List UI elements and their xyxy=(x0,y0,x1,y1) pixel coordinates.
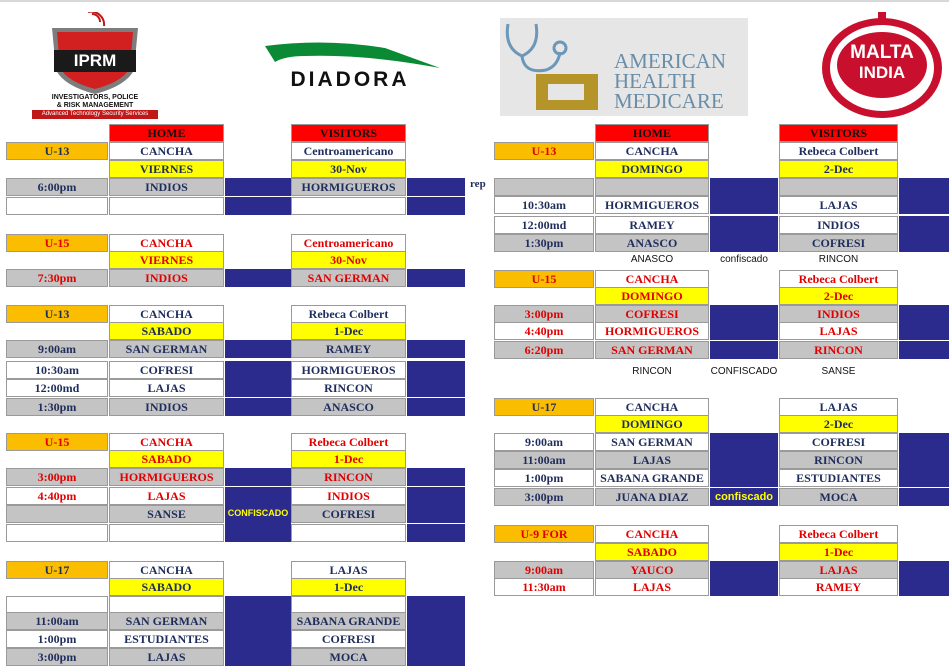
visitor-team: RAMEY xyxy=(779,578,898,596)
visitor-team: COFRESI xyxy=(779,234,898,252)
blue-spacer xyxy=(407,648,465,666)
empty-cell xyxy=(6,197,108,215)
blue-spacer xyxy=(899,216,949,234)
venue-label: Rebeca Colbert xyxy=(779,525,898,543)
venue-label: LAJAS xyxy=(291,561,406,579)
game-time: 11:30am xyxy=(494,578,594,596)
diadora-logo xyxy=(245,40,455,95)
game-time: 3:00pm xyxy=(6,468,108,486)
venue-label: Rebeca Colbert xyxy=(779,270,898,288)
malta-line1: MALTA xyxy=(850,42,914,63)
blue-spacer xyxy=(407,178,465,196)
date-label: 2-Dec xyxy=(779,160,898,178)
cancha-label: CANCHA xyxy=(109,433,224,451)
venue-label: Centroamericano xyxy=(291,142,406,160)
game-time: 9:00am xyxy=(494,561,594,579)
visitor-team: SAN GERMAN xyxy=(291,269,406,287)
visitor-team: ANASCO xyxy=(291,398,406,416)
note-confiscado: confiscado xyxy=(720,254,768,265)
confiscado-label: CONFISCADO xyxy=(227,508,289,518)
cancha-label: CANCHA xyxy=(109,234,224,252)
category-label: U-13 xyxy=(6,305,108,323)
category-label: U-17 xyxy=(494,398,594,416)
game-time: 11:00am xyxy=(6,612,108,630)
empty-cell xyxy=(109,197,224,215)
game-time: 4:40pm xyxy=(6,487,108,505)
blue-spacer xyxy=(225,630,291,648)
blue-spacer xyxy=(899,469,949,487)
note-visitor: SANSE xyxy=(821,366,856,377)
game-time: 1:00pm xyxy=(6,630,108,648)
blue-spacer xyxy=(899,561,949,579)
malta-line2: INDIA xyxy=(858,63,906,82)
home-team: COFRESI xyxy=(109,361,224,379)
ahm-line1: AMERICAN xyxy=(614,49,727,73)
blue-spacer xyxy=(899,433,949,451)
blue-spacer xyxy=(407,197,465,215)
date-label: 2-Dec xyxy=(779,415,898,433)
diadora-wordmark: DIADORA xyxy=(290,68,410,91)
blue-spacer xyxy=(225,379,291,397)
empty-cell xyxy=(595,178,709,196)
blue-spacer xyxy=(225,197,291,215)
cancha-label: CANCHA xyxy=(595,398,709,416)
blue-spacer xyxy=(225,340,291,358)
left-visitors-header: VISITORS xyxy=(291,124,406,142)
blue-spacer xyxy=(710,341,778,359)
blue-spacer xyxy=(407,361,465,379)
left-home-header: HOME xyxy=(109,124,224,142)
visitor-team: HORMIGUEROS xyxy=(291,178,406,196)
right-home-header: HOME xyxy=(595,124,709,142)
blue-spacer xyxy=(407,630,465,648)
iprm-name: IPRM xyxy=(73,51,117,70)
home-team: INDIOS xyxy=(109,398,224,416)
visitor-team: INDIOS xyxy=(291,487,406,505)
visitor-team: COFRESI xyxy=(779,433,898,451)
venue-label: Rebeca Colbert xyxy=(779,142,898,160)
top-border xyxy=(0,0,949,2)
blue-spacer xyxy=(710,234,778,252)
category-label: U-9 FOR xyxy=(494,525,594,543)
note-home: ANASCO xyxy=(630,254,674,265)
blue-spacer xyxy=(225,178,291,196)
category-label: U-13 xyxy=(6,142,108,160)
game-time: 3:00pm xyxy=(494,488,594,506)
visitor-team: ESTUDIANTES xyxy=(779,469,898,487)
game-time: 12:00md xyxy=(6,379,108,397)
game-time: 1:30pm xyxy=(6,398,108,416)
day-label: VIERNES xyxy=(109,160,224,178)
day-label: SABADO xyxy=(109,450,224,468)
home-team: SAN GERMAN xyxy=(109,612,224,630)
visitor-team: MOCA xyxy=(291,648,406,666)
venue-label: Rebeca Colbert xyxy=(291,433,406,451)
empty-cell xyxy=(779,178,898,196)
game-time: 3:00pm xyxy=(6,648,108,666)
blue-spacer xyxy=(225,269,291,287)
blue-spacer xyxy=(710,178,778,196)
game-time: 12:00md xyxy=(494,216,594,234)
day-label: SABADO xyxy=(595,543,709,561)
home-team: HORMIGUEROS xyxy=(109,468,224,486)
home-team: LAJAS xyxy=(109,379,224,397)
date-label: 1-Dec xyxy=(779,543,898,561)
home-team: SABANA GRANDE xyxy=(595,469,709,487)
blue-spacer xyxy=(710,561,778,579)
blue-spacer xyxy=(407,524,465,542)
home-team: ESTUDIANTES xyxy=(109,630,224,648)
blue-spacer xyxy=(407,505,465,523)
note-visitor: RINCON xyxy=(818,254,859,265)
game-time: 4:40pm xyxy=(494,322,594,340)
day-label: DOMINGO xyxy=(595,160,709,178)
home-team: COFRESI xyxy=(595,305,709,323)
game-time: 6:00pm xyxy=(6,178,108,196)
blue-spacer xyxy=(899,196,949,214)
game-time: 9:00am xyxy=(6,340,108,358)
empty-cell xyxy=(109,524,224,542)
visitor-team: MOCA xyxy=(779,488,898,506)
date-label: 1-Dec xyxy=(291,450,406,468)
date-label: 30-Nov xyxy=(291,160,406,178)
blue-spacer xyxy=(710,305,778,323)
blue-spacer xyxy=(710,216,778,234)
game-time: 9:00am xyxy=(494,433,594,451)
blue-spacer xyxy=(407,468,465,486)
blue-spacer xyxy=(899,178,949,196)
blue-spacer xyxy=(407,487,465,505)
game-time: 6:20pm xyxy=(494,341,594,359)
blue-spacer xyxy=(407,340,465,358)
iprm-tagline: Advanced Technology Security Services xyxy=(32,110,158,119)
empty-cell xyxy=(6,524,108,542)
home-team: LAJAS xyxy=(595,451,709,469)
cancha-label: CANCHA xyxy=(595,525,709,543)
day-label: DOMINGO xyxy=(595,287,709,305)
visitor-team: HORMIGUEROS xyxy=(291,361,406,379)
venue-label: Rebeca Colbert xyxy=(291,305,406,323)
game-time xyxy=(6,505,108,523)
visitor-team: LAJAS xyxy=(779,322,898,340)
day-label: VIERNES xyxy=(109,251,224,269)
empty-cell xyxy=(494,178,594,196)
blue-spacer xyxy=(225,612,291,630)
home-team: JUANA DIAZ xyxy=(595,488,709,506)
diadora-arrow-icon xyxy=(245,40,455,70)
visitor-team: RINCON xyxy=(291,468,406,486)
blue-spacer xyxy=(899,578,949,596)
category-label: U-15 xyxy=(6,433,108,451)
home-team: YAUCO xyxy=(595,561,709,579)
blue-spacer xyxy=(710,433,778,451)
game-time: 3:00pm xyxy=(494,305,594,323)
visitor-team: RINCON xyxy=(291,379,406,397)
home-team: RAMEY xyxy=(595,216,709,234)
visitor-team: COFRESI xyxy=(291,505,406,523)
ahm-logo xyxy=(500,18,748,116)
ahm-line3: MEDICARE xyxy=(614,89,724,113)
empty-cell xyxy=(291,524,406,542)
category-label: U-17 xyxy=(6,561,108,579)
note-home: RINCON xyxy=(632,366,672,377)
day-label: SABADO xyxy=(109,322,224,340)
home-team: HORMIGUEROS xyxy=(595,322,709,340)
date-label: 2-Dec xyxy=(779,287,898,305)
venue-label: Centroamericano xyxy=(291,234,406,252)
blue-spacer xyxy=(407,269,465,287)
visitor-team: RINCON xyxy=(779,341,898,359)
home-team: INDIOS xyxy=(109,269,224,287)
visitor-team: LAJAS xyxy=(779,196,898,214)
visitor-team: RINCON xyxy=(779,451,898,469)
day-label: SABADO xyxy=(109,578,224,596)
cancha-label: CANCHA xyxy=(595,142,709,160)
iprm-line2: & RISK MANAGEMENT xyxy=(56,102,134,109)
ahm-line2: HEALTH xyxy=(614,69,697,93)
home-team: ANASCO xyxy=(595,234,709,252)
empty-cell xyxy=(291,197,406,215)
visitor-team: RAMEY xyxy=(291,340,406,358)
game-time: 11:00am xyxy=(494,451,594,469)
confiscado-cell: confiscado xyxy=(710,488,778,506)
date-label: 1-Dec xyxy=(291,578,406,596)
category-label: U-15 xyxy=(494,270,594,288)
stethoscope-icon xyxy=(500,18,610,116)
rep-label: rep xyxy=(470,178,486,190)
game-time: 7:30pm xyxy=(6,269,108,287)
blue-spacer xyxy=(225,468,291,486)
venue-label: LAJAS xyxy=(779,398,898,416)
cancha-label: CANCHA xyxy=(595,270,709,288)
note-confiscado: CONFISCADO xyxy=(710,366,778,377)
home-team: SANSE xyxy=(109,505,224,523)
game-time: 1:30pm xyxy=(494,234,594,252)
game-time: 10:30am xyxy=(494,196,594,214)
cancha-label: CANCHA xyxy=(109,305,224,323)
home-team: SAN GERMAN xyxy=(109,340,224,358)
home-team: SAN GERMAN xyxy=(595,433,709,451)
home-team: LAJAS xyxy=(109,648,224,666)
blue-spacer xyxy=(710,322,778,340)
game-time: 10:30am xyxy=(6,361,108,379)
iprm-line1: INVESTIGATORS, POLICE xyxy=(51,94,139,101)
cancha-label: CANCHA xyxy=(109,142,224,160)
blue-spacer xyxy=(899,451,949,469)
game-time: 1:00pm xyxy=(494,469,594,487)
cancha-label: CANCHA xyxy=(109,561,224,579)
category-label: U-13 xyxy=(494,142,594,160)
visitor-team: SABANA GRANDE xyxy=(291,612,406,630)
day-label: DOMINGO xyxy=(595,415,709,433)
blue-spacer xyxy=(407,398,465,416)
iprm-logo xyxy=(30,12,160,120)
home-team: LAJAS xyxy=(109,487,224,505)
blue-spacer xyxy=(407,612,465,630)
home-team: LAJAS xyxy=(595,578,709,596)
blue-spacer xyxy=(899,488,949,506)
blue-spacer xyxy=(710,451,778,469)
home-team: INDIOS xyxy=(109,178,224,196)
visitor-team: COFRESI xyxy=(291,630,406,648)
home-team: HORMIGUEROS xyxy=(595,196,709,214)
visitor-team: INDIOS xyxy=(779,305,898,323)
blue-spacer xyxy=(899,305,949,323)
blue-spacer xyxy=(225,524,291,542)
right-visitors-header: VISITORS xyxy=(779,124,898,142)
blue-spacer xyxy=(710,196,778,214)
blue-spacer xyxy=(225,361,291,379)
blue-spacer xyxy=(225,648,291,666)
date-label: 30-Nov xyxy=(291,251,406,269)
blue-spacer xyxy=(899,341,949,359)
blue-spacer xyxy=(710,469,778,487)
visitor-team: LAJAS xyxy=(779,561,898,579)
blue-spacer xyxy=(710,578,778,596)
blue-spacer xyxy=(899,234,949,252)
visitor-team: INDIOS xyxy=(779,216,898,234)
category-label: U-15 xyxy=(6,234,108,252)
date-label: 1-Dec xyxy=(291,322,406,340)
blue-spacer xyxy=(225,398,291,416)
blue-spacer xyxy=(407,379,465,397)
home-team: SAN GERMAN xyxy=(595,341,709,359)
malta-india-logo xyxy=(820,10,944,120)
blue-spacer xyxy=(899,322,949,340)
